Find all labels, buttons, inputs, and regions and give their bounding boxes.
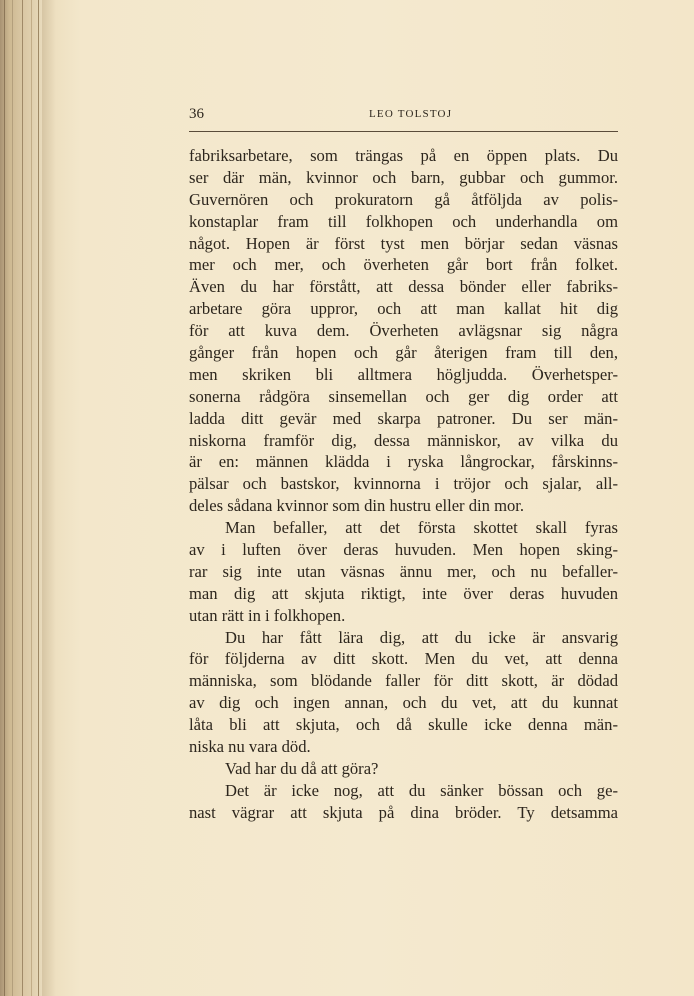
running-title: LEO TOLSTOJ [369,108,453,120]
text-line: arbetare göra uppror, och att man kallat hit dig [189,299,618,319]
text-line: Även du har förstått, att dessa bönder eller fabriks- [189,277,618,297]
text-line: är en: männen klädda i ryska långrockar, fårskinns- [189,452,618,472]
page-edge-line [4,0,5,996]
page-edge-line [31,0,32,996]
page-edge-line [22,0,23,996]
text-line: ladda ditt gevär med skarpa patroner. Du ser män- [189,408,618,428]
text-line: Vad har du då att göra? [225,758,379,778]
text-line: niska nu vara död. [189,737,311,757]
text-line: pälsar och bastskor, kvinnorna i tröjor och sjalar, all- [189,474,618,494]
text-line: låta bli att skjuta, och då skulle icke denna män- [189,715,618,735]
text-line: mer och mer, och överheten går bort från folket. [189,255,618,275]
text-line: Man befaller, att det första skottet skall fyras [225,518,618,538]
text-line: ser där män, kvinnor och barn, gubbar och gummor. [189,167,618,187]
text-line: men skriken bli alltmera högljudda. Överhetsper- [189,364,618,384]
text-line: fabriksarbetare, som trängas på en öppen plats. Du [189,146,618,165]
text-line: rar sig inte utan väsnas ännu mer, och nu befaller- [189,561,618,581]
text-line: Guvernören och prokuratorn gå åtföljda av polis- [189,189,618,209]
page-gutter-shadow [42,0,56,996]
page-edge-line [12,0,13,996]
text-line: nast vägrar att skjuta på dina bröder. Ty detsamma [189,802,618,822]
text-line: av dig och ingen annan, och du vet, att du kunnat [189,693,618,713]
book-edge-left [0,0,46,996]
text-line: Du har fått lära dig, att du icke är ansvarig [225,627,618,647]
text-line: sonerna rådgöra sinsemellan och ger dig order att [189,386,618,406]
body-text [189,145,618,824]
text-line: niskorna framför dig, dessa människor, av vilka du [189,430,618,450]
text-line: man dig att skjuta riktigt, inte över deras huvuden [189,583,618,603]
text-line: Det är icke nog, att du sänker bössan och ge- [225,780,618,800]
page-number: 36 [189,106,204,122]
text-line: för följderna av ditt skott. Men du vet, att denna [189,649,618,669]
text-line: deles sådana kvinnor som din hustru eller din mor. [189,496,525,516]
text-line: något. Hopen är först tyst men börjar sedan väsnas [189,233,618,253]
text-line: utan rätt in i folkhopen. [189,605,346,625]
header-rule [189,131,618,132]
running-head [189,106,618,128]
page-edge-line [38,0,39,996]
text-line: människa, som blödande faller för ditt skott, är dödad [189,671,618,691]
text-line: konstaplar fram till folkhopen och underhandla om [189,211,618,231]
text-line: av i luften över deras huvuden. Men hopen sking- [189,540,618,560]
text-line: för att kuva dem. Överheten avlägsnar sig några [189,321,618,341]
text-line: gånger från hopen och går återigen fram till den, [189,343,618,363]
